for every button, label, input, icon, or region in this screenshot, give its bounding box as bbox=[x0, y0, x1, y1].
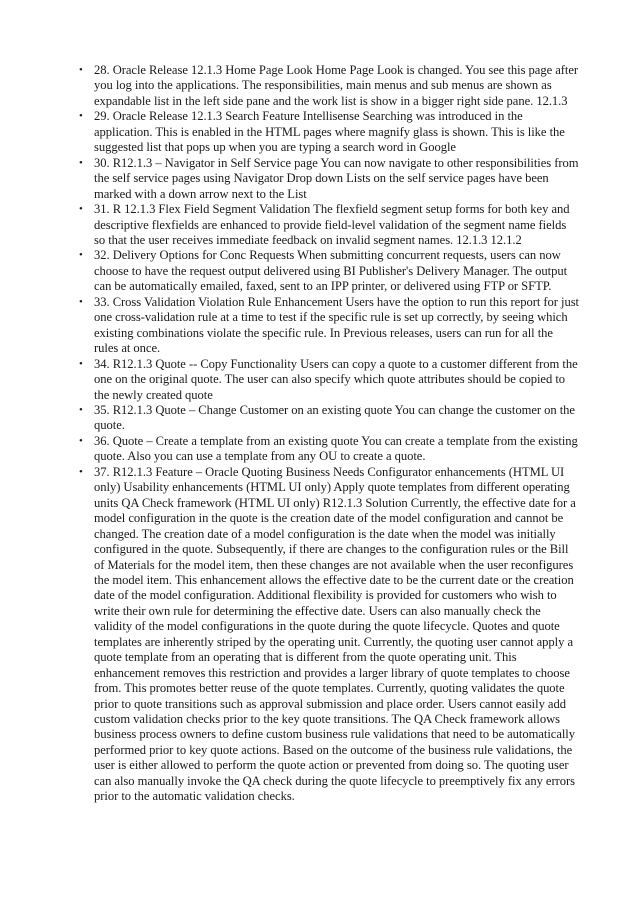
list-item bbox=[79, 403, 579, 434]
list-item-text: 33. Cross Validation Violation Rule Enhancement Users have the option to run this report for just one cross-validation rule at a time to test if the specific rule is set up correctly, by seeing which existing combinations violate the specific rule. In Previous releases, users can run for all the rules at once. bbox=[94, 294, 580, 356]
list-item bbox=[79, 465, 579, 805]
bullet-icon: • bbox=[79, 110, 83, 123]
bullet-icon: • bbox=[79, 249, 83, 262]
list-item bbox=[79, 248, 579, 294]
list-item-text: 31. R 12.1.3 Flex Field Segment Validation The flexfield segment setup forms for both key and descriptive flexfields are enhanced to provide field-level validation of the segment name fields so that the user receives immediate feedback on invalid segment names. 12.1.3 12.1.2 bbox=[94, 202, 570, 247]
list-item bbox=[79, 156, 579, 202]
bullet-icon: • bbox=[79, 203, 83, 216]
bullet-icon: • bbox=[79, 156, 83, 169]
list-item bbox=[79, 295, 579, 357]
list-item-text: 30. R12.1.3 – Navigator in Self Service page You can now navigate to other responsibilities from the self service pages using Navigator Drop down Lists on the self service pages have been marked with a down arrow next to the List bbox=[94, 155, 579, 201]
list-item bbox=[79, 63, 579, 109]
list-item bbox=[79, 109, 579, 155]
list-item-text: 28. Oracle Release 12.1.3 Home Page Look Home Page Look is changed. You see this page after you log into the applications. The responsibilities, main menus and sub menus are shown as expandable list in the left side pane and the work list is show in a bigger right side pane. 12.1.3 bbox=[94, 63, 579, 108]
list-item-text: 37. R12.1.3 Feature – Oracle Quoting Business Needs Configurator enhancements (HTML UI only) Usability enhancements (HTML UI only) Apply quote templates from different operating units QA Check framework (HTML UI only) R12.1.3 Solution Currently, the effective date for a model configuration in the quote is the creation date of the model configuration and cannot be changed. The creation date of a model configuration is the date when the model was initially configured in the quote. Subsequently, if there are changes to the configuration rules or the Bill of Materials for the model item, then these changes are not available when the user reconfigures the model item. This enhancement allows the effective date to be the current date or the creation date of the model configuration. Additional flexibility is provided for customers who wish to write their own rule for determining the effective date. Users can also manually check the validity of the model configurations in the quote during the quote lifecycle. Quotes and quote templates are inherently striped by the operating unit. Currently, the quoting user cannot apply a quote template from an operating that is different from the quote operating unit. This enhancement removes this restriction and provides a larger library of quote templates to choose from. This promotes better reuse of the quote templates. Currently, quoting validates the quote prior to quote transitions such as approval submission and place order. Users cannot easily add custom validation checks prior to the key quote transitions. The QA Check framework allows business process owners to define custom business rule validations that need to be automatically performed prior to key quote actions. Based on the outcome of the business rule validations, the user is either allowed to perform the quote action or prevented from doing so. The quoting user can also manually invoke the QA check during the quote lifecycle to preemptively fix any errors prior to the automatic validation checks. bbox=[94, 464, 576, 804]
bullet-icon: • bbox=[79, 434, 83, 447]
bullet-icon: • bbox=[79, 403, 83, 416]
list-item-text: 35. R12.1.3 Quote – Change Customer on an existing quote You can change the customer on the quote. bbox=[94, 402, 575, 433]
bullet-icon: • bbox=[79, 295, 83, 308]
bullet-icon: • bbox=[79, 465, 83, 478]
list-item-text: 36. Quote – Create a template from an existing quote You can create a template from the existing quote. Also you can use a template from any OU to create a quote. bbox=[94, 433, 578, 464]
feature-bullet-list bbox=[79, 63, 579, 805]
bullet-icon: • bbox=[79, 64, 83, 76]
list-item-text: 34. R12.1.3 Quote -- Copy Functionality Users can copy a quote to a customer different from the one on the original quote. The user can also specify which quote attributes should be copied to the newly created quote bbox=[94, 356, 578, 402]
bullet-icon: • bbox=[79, 357, 83, 370]
list-item-text: 29. Oracle Release 12.1.3 Search Feature Intellisense Searching was introduced in the application. This is enabled in the HTML pages where magnify glass is shown. This is like the suggested list that pops up when you are typing a search word in Google bbox=[94, 109, 565, 155]
list-item-text: 32. Delivery Options for Conc Requests When submitting concurrent requests, users can now choose to have the request output delivered using BI Publisher's Delivery Manager. The output can be automatically emailed, faxed, sent to an IPP printer, or delivered using FTP or SFTP. bbox=[94, 248, 568, 294]
list-item bbox=[79, 357, 579, 403]
list-item bbox=[79, 202, 579, 248]
list-item bbox=[79, 434, 579, 465]
